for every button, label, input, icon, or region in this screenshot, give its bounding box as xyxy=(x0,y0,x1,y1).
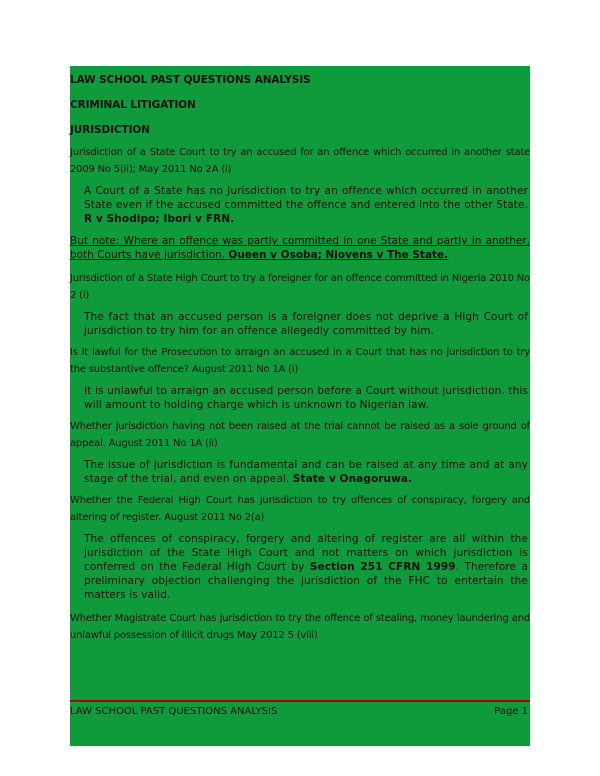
answer-2: The fact that an accused person is a foreigner does not deprive a High Court of jurisdiction to try him for an offence allegedly committed by him. xyxy=(84,311,528,337)
topic-heading: JURISDICTION xyxy=(70,124,150,136)
document-title: LAW SCHOOL PAST QUESTIONS ANALYSIS xyxy=(70,74,311,86)
answer-1-case: R v Shodipo; Ibori v FRN. xyxy=(84,213,235,225)
answer-5 xyxy=(70,532,530,602)
answer-4-text: The issue of jurisdiction is fundamental and can be raised at any time and at any stage of the trial, and even on appeal. xyxy=(84,459,528,485)
page-number: Page 1 xyxy=(494,706,528,717)
answer-1-text: A Court of a State has no Jurisdiction to try an offence which occurred in another State even if the accused committed the offence and entered into the other State. xyxy=(84,185,528,211)
answer-1 xyxy=(70,184,530,226)
question-1: Jurisdiction of a State Court to try an accused for an offence which occurred in another state 2009 No 5(ii); May 2011 No 2A (i) xyxy=(70,147,530,175)
note-text: But note: Where an offence was partly committed in one State and partly in another, both Courts have jurisdiction. xyxy=(70,235,530,261)
answer-5-case: Section 251 CFRN 1999 xyxy=(309,561,456,573)
answer-4-case: State v Onagoruwa. xyxy=(292,473,413,485)
subject-heading: CRIMINAL LITIGATION xyxy=(70,99,196,111)
question-6: Whether Magistrate Court has jurisdiction to try the offence of stealing, money laundering and unlawful possession of illicit drugs May 2012 5 (viii) xyxy=(70,613,530,641)
answer-4 xyxy=(70,458,530,486)
question-4: Whether jurisdiction having not been raised at the trial cannot be raised as a sole ground of appeal. August 2011 No 1A (ii) xyxy=(70,421,530,449)
question-2: Jurisdiction of a State High Court to try a foreigner for an offence committed in Nigeria 2010 No 2 (i) xyxy=(70,273,530,301)
page-footer xyxy=(70,700,530,717)
answer-3: It is unlawful to arraign an accused person before a Court without jurisdiction. this will amount to holding charge which is unknown to Nigerian law. xyxy=(84,385,528,411)
footer-title: LAW SCHOOL PAST QUESTIONS ANALYSIS xyxy=(70,706,278,717)
answer-5-text-end: . Therefore a preliminary objection challenging the jurisdiction of the FHC to entertain the matters is valid. xyxy=(84,561,528,601)
document-body xyxy=(70,70,530,644)
note xyxy=(70,234,530,262)
note-case: Queen v Osoba; Njovens v The State. xyxy=(228,249,449,261)
question-3: Is it lawful for the Prosecution to arraign an accused in a Court that has no jurisdiction to try the substantive offence? August 2011 No 1A (i) xyxy=(70,347,530,375)
question-5: Whether the Federal High Court has jurisdiction to try offences of conspiracy, forgery and altering of register. August 2011 No 2(a) xyxy=(70,495,530,523)
answer-5-text: The offences of conspiracy, forgery and altering of register are all within the jurisdiction of the State High Court and not matters on which jurisdiction is conferred on the Federal High Court by xyxy=(84,533,528,573)
